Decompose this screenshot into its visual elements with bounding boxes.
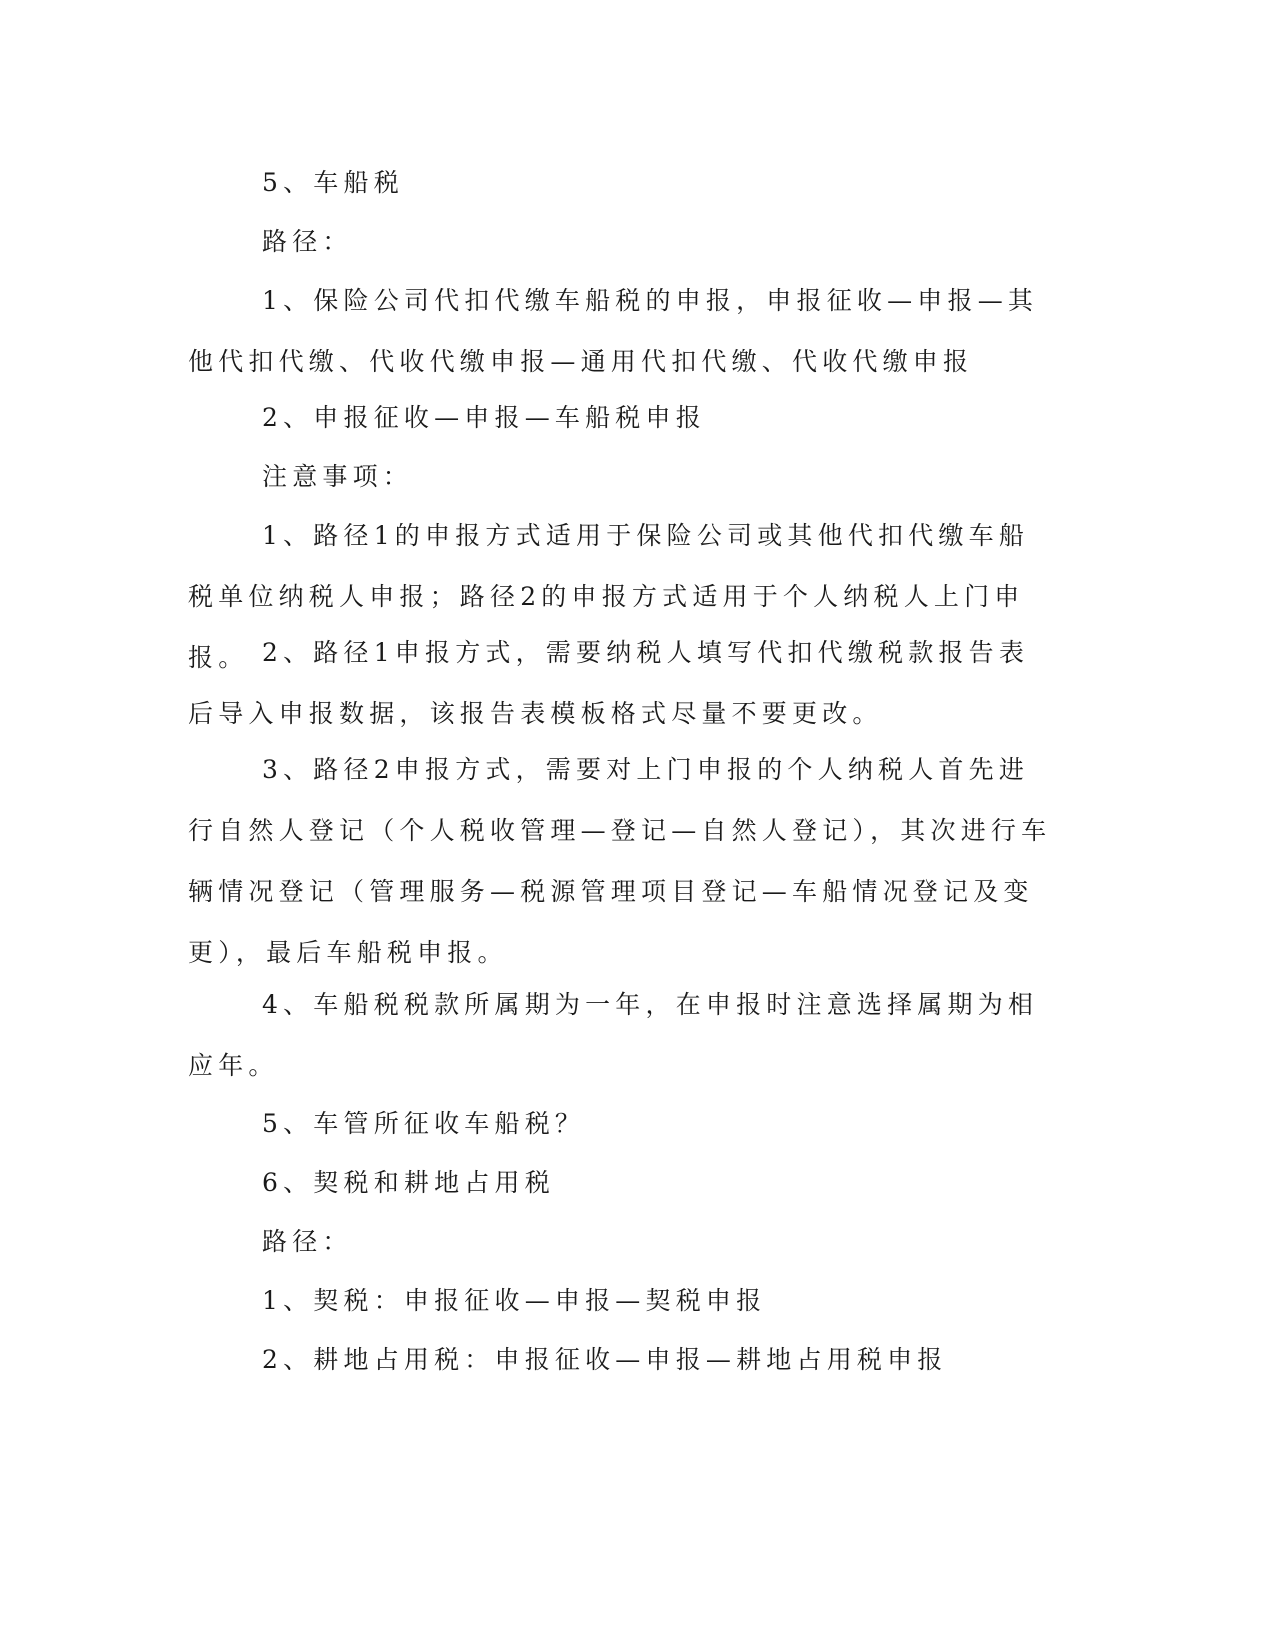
- note-item-4: 4、车船税税款所属期为一年，在申报时注意选择属期为相应年。: [188, 990, 1039, 1080]
- path-item-2: 2、申报征收—申报—车船税申报: [262, 403, 706, 432]
- note-item-3: 3、路径2申报方式，需要对上门申报的个人纳税人首先进行自然人登记（个人税收管理—登记—自然人登记），其次进行车辆情况登记（管理服务—税源管理项目登记—车船情况登记及变更），最后车船税申报。: [188, 755, 1052, 967]
- section-heading-deed-and-land-tax: 6、契税和耕地占用税: [262, 1168, 555, 1197]
- path-item-1: 1、保险公司代扣代缴车船税的申报，申报征收—申报—其他代扣代缴、代收代缴申报—通用代扣代缴、代收代缴申报: [188, 286, 1039, 376]
- note-item-2: 2、路径1申报方式，需要纳税人填写代扣代缴税款报告表后导入申报数据，该报告表模板格式尽量不要更改。: [188, 638, 1030, 728]
- note-item-1: 1、路径1的申报方式适用于保险公司或其他代扣代缴车船税单位纳税人申报；路径2的申报方式适用于个人纳税人上门申报。: [188, 521, 1030, 672]
- path-item-land-occupation-tax: 2、耕地占用税：申报征收—申报—耕地占用税申报: [262, 1345, 948, 1374]
- section-heading-vehicle-vessel-tax: 5、车船税: [262, 168, 404, 197]
- path-label: 路径：: [262, 227, 353, 256]
- path-label-2: 路径：: [262, 1227, 353, 1256]
- path-item-deed-tax: 1、契税：申报征收—申报—契税申报: [262, 1286, 767, 1315]
- notes-label: 注意事项：: [262, 462, 414, 491]
- note-item-5: 5、车管所征收车船税？: [262, 1109, 586, 1138]
